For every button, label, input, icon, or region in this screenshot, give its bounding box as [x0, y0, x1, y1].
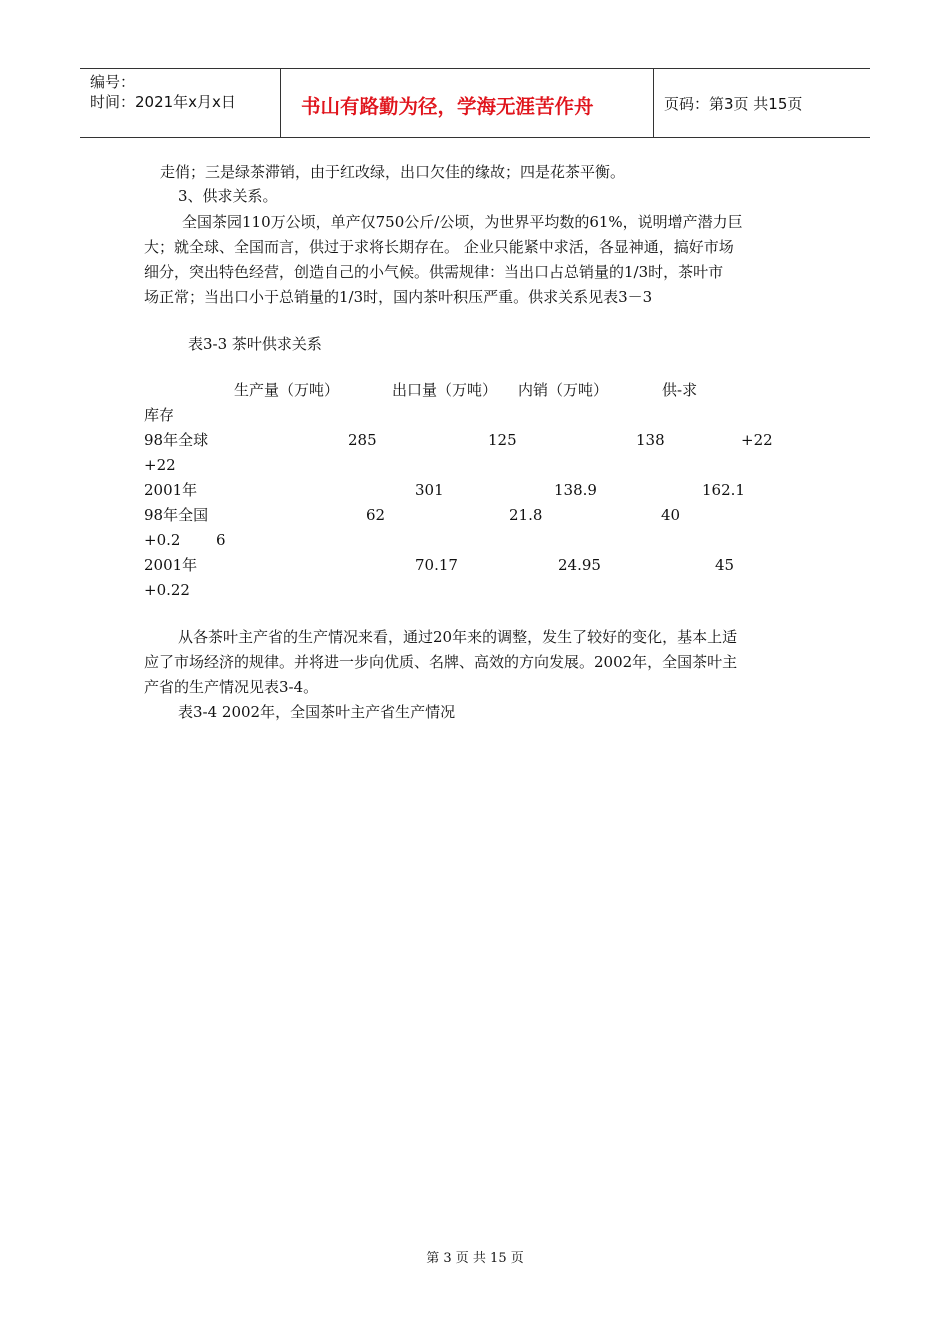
motto: 书山有路勤为径，学海无涯苦作舟 — [301, 95, 594, 118]
paragraph-line: 全国茶园110万公顷，单产仅750公斤/公顷，为世界平均数的61%，说明增产潜力巨 — [182, 213, 743, 231]
table-cell: 70.17 — [415, 556, 458, 574]
paragraph-line: 场正常；当出口小于总销量的1/3时，国内茶叶积压严重。供求关系见表3－3 — [144, 288, 653, 306]
paragraph-line: 应了市场经济的规律。并将进一步向优质、名牌、高效的方向发展。2002年，全国茶叶主 — [144, 653, 738, 671]
paragraph-line: 从各茶叶主产省的生产情况来看，通过20年来的调整，发生了较好的变化，基本上适 — [178, 628, 738, 646]
document-number: 编号： — [90, 73, 136, 91]
table-cell: 138 — [636, 431, 665, 449]
table-header: 生产量（万吨） — [234, 381, 340, 399]
paragraph-line: 大；就全球、全国而言，供过于求将长期存在。 企业只能紧中求活，各显神通，搞好市场 — [144, 238, 734, 256]
paragraph-line: 走俏；三是绿茶滞销，由于红改绿，出口欠佳的缘故；四是花茶平衡。 — [160, 163, 626, 181]
table-header: 供-求 — [662, 381, 698, 399]
page-indicator: 页码：第3页 共15页 — [664, 95, 803, 113]
table-cell: 301 — [415, 481, 444, 499]
table-header: 内销（万吨） — [518, 381, 609, 399]
table-cell: 62 — [366, 506, 386, 524]
table-cell: +0.2 — [144, 531, 181, 549]
header-motto-cell — [281, 69, 654, 137]
header-table — [80, 68, 870, 138]
table-header: 出口量（万吨） — [392, 381, 498, 399]
table-header: 库存 — [144, 406, 175, 424]
table-row-label: 98年全球 — [144, 431, 209, 449]
table-cell: 21.8 — [509, 506, 543, 524]
page-footer: 第 3 页 共 15 页 — [426, 1251, 524, 1266]
table-cell: +0.22 — [144, 581, 190, 599]
table-row-label: 2001年 — [144, 556, 198, 574]
table-cell: 285 — [348, 431, 377, 449]
table-cell: 24.95 — [558, 556, 601, 574]
table-row-label: 98年全国 — [144, 506, 209, 524]
paragraph-line: 产省的生产情况见表3-4。 — [144, 678, 319, 696]
table-cell: 162.1 — [702, 481, 745, 499]
table-cell: 138.9 — [554, 481, 597, 499]
table-cell: +22 — [144, 456, 176, 474]
header-info-cell — [80, 69, 281, 137]
table-caption: 表3-3 茶叶供求关系 — [188, 335, 322, 353]
table-cell: 125 — [488, 431, 517, 449]
table-cell: +22 — [741, 431, 773, 449]
document-date: 时间：2021年x月x日 — [90, 93, 236, 111]
table-cell: 6 — [216, 531, 226, 549]
table-caption: 表3-4 2002年，全国茶叶主产省生产情况 — [178, 703, 456, 721]
table-cell: 40 — [661, 506, 681, 524]
paragraph-line: 细分，突出特色经营，创造自己的小气候。供需规律：当出口占总销量的1/3时，茶叶市 — [144, 263, 724, 281]
table-row-label: 2001年 — [144, 481, 198, 499]
table-cell: 45 — [715, 556, 735, 574]
section-heading: 3、供求关系。 — [178, 187, 278, 205]
